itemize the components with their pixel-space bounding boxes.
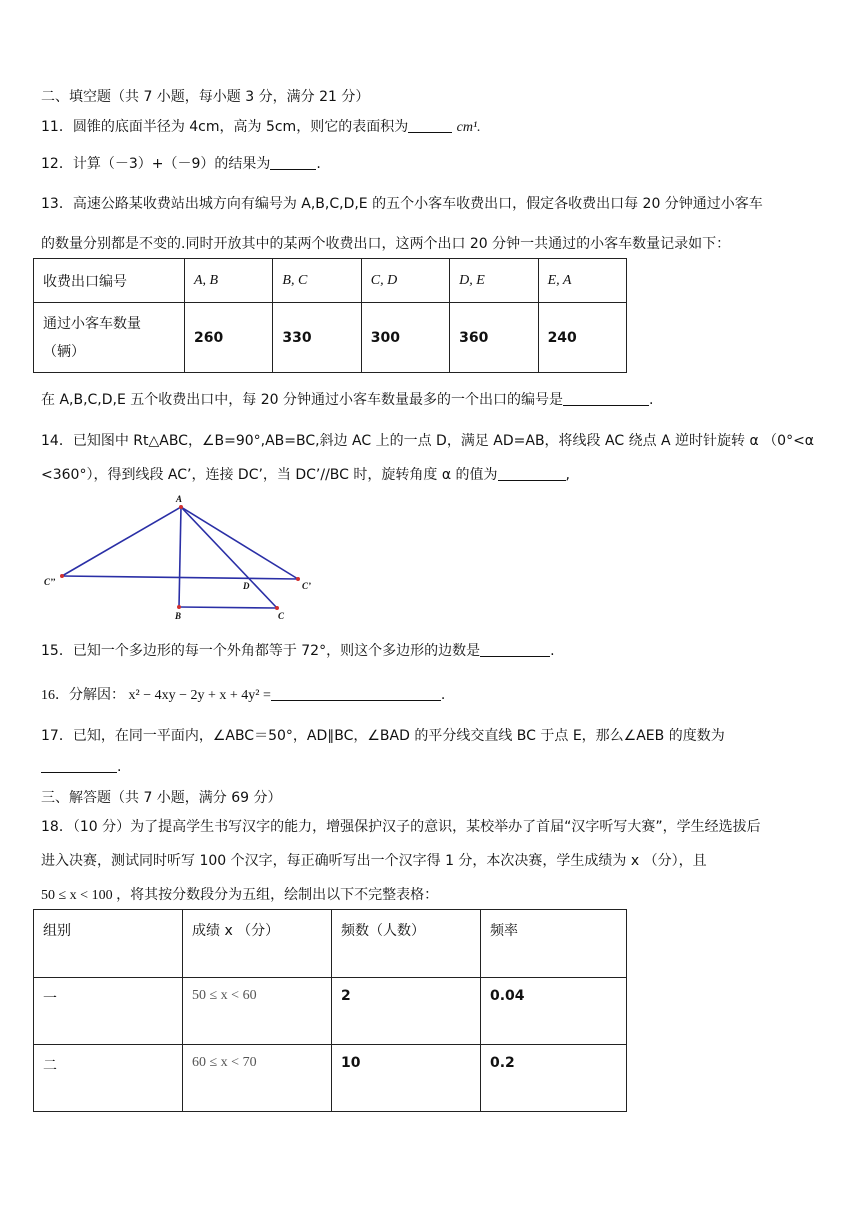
punct: .: [117, 759, 122, 775]
label-B: B: [175, 611, 182, 621]
table-cell: 240: [538, 303, 626, 373]
answer-blank: [408, 118, 452, 133]
table-cell: B, C: [273, 259, 361, 303]
table-cell: 收费出口编号: [34, 259, 185, 303]
question-text: 在 A,B,C,D,E 五个收费出口中，每 20 分钟通过小客车数量最多的一个出口的编号是: [41, 392, 563, 408]
question-15: [41, 640, 555, 660]
geometry-figure: [40, 495, 330, 625]
table-cell: 0.04: [481, 978, 627, 1045]
table-cell: 330: [273, 303, 361, 373]
table-header: 组别: [34, 910, 183, 978]
question-text: 11．圆锥的底面半径为 4cm，高为 5cm，则它的表面积为: [41, 119, 409, 135]
table-header: 频率: [481, 910, 627, 978]
question-13-after: [41, 389, 653, 409]
label-C1: C’: [302, 581, 311, 591]
label-D: D: [243, 581, 250, 591]
table-cell: 360: [450, 303, 538, 373]
table-cell: 二: [34, 1045, 183, 1112]
table-cell: 一: [34, 978, 183, 1045]
table-header: 频数（人数）: [332, 910, 481, 978]
label-C: C: [278, 611, 285, 621]
answer-blank: [563, 391, 649, 406]
question-17-line1: 17．已知，在同一平面内，∠ABC＝50°，AD∥BC，∠BAD 的平分线交直线 BC 于点 E，那么∠AEB 的度数为: [41, 728, 725, 744]
question-18-line3: 50 ≤ x < 100 ，将其按分数段分为五组，绘制出以下不完整表格：: [41, 888, 439, 903]
table-cell: 260: [185, 303, 273, 373]
table-cell: D, E: [450, 259, 538, 303]
answer-blank: [41, 758, 117, 773]
punct: .: [440, 687, 446, 703]
question-text: 12．计算（－3）+（－9）的结果为: [41, 156, 271, 172]
question-13-line1: 13．高速公路某收费站出城方向有编号为 A,B,C,D,E 的五个小客车收费出口，假定各收费出口每 20 分钟通过小客车: [41, 196, 763, 212]
toll-table: [33, 258, 627, 373]
question-text: 16．分解因： x² − 4xy − 2y + x + 4y² =: [41, 688, 271, 703]
question-16: [41, 684, 445, 704]
table-cell: 60 ≤ x < 70: [183, 1045, 332, 1112]
question-11: [41, 116, 481, 136]
table-cell: E, A: [538, 259, 626, 303]
punct: .: [550, 643, 555, 659]
table-cell: 50 ≤ x < 60: [183, 978, 332, 1045]
section-heading: 三、解答题（共 7 小题，满分 69 分）: [41, 790, 282, 806]
question-14-line1: 14．已知图中 Rt△ABC，∠B=90°,AB=BC,斜边 AC 上的一点 D，满足 AD=AB，将线段 AC 绕点 A 逆时针旋转 α （0°<α: [41, 433, 815, 449]
table-cell: 300: [361, 303, 449, 373]
table-cell: C, D: [361, 259, 449, 303]
table-cell: 通过小客车数量（辆）: [34, 303, 185, 373]
question-18-line2: 进入决赛，测试同时听写 100 个汉字，每正确听写出一个汉字得 1 分，本次决赛，学生成绩为 x （分），且: [41, 853, 707, 869]
punct: .: [316, 156, 321, 172]
table-row: [34, 1045, 627, 1112]
question-12: [41, 153, 321, 173]
table-cell: A, B: [185, 259, 273, 303]
question-text: <360°），得到线段 AC’，连接 DC’，当 DC’//BC 时，旋转角度 α 的值为: [41, 467, 498, 483]
question-text: 15．已知一个多边形的每一个外角都等于 72°，则这个多边形的边数是: [41, 643, 481, 659]
table-cell: 2: [332, 978, 481, 1045]
punct: ,: [565, 467, 570, 483]
question-18-line1: 18．（10 分）为了提高学生书写汉字的能力，增强保护汉子的意识，某校举办了首届“汉字听写大赛”，学生经选拔后: [41, 819, 761, 835]
score-table: [33, 909, 627, 1112]
question-17-line2: [41, 758, 121, 775]
section-heading: 二、填空题（共 7 小题，每小题 3 分，满分 21 分）: [41, 89, 370, 105]
punct: .: [649, 392, 654, 408]
unit: cm¹.: [456, 120, 481, 135]
answer-blank: [480, 642, 550, 657]
table-row: [34, 978, 627, 1045]
answer-blank: [271, 686, 441, 701]
question-13-line2: 的数量分别都是不变的.同时开放其中的某两个收费出口，这两个出口 20 分钟一共通过的小客车数量记录如下：: [41, 236, 731, 252]
table-cell: 10: [332, 1045, 481, 1112]
label-A: A: [176, 495, 183, 504]
question-14-line2: [41, 464, 570, 484]
table-header: 成绩 x （分）: [183, 910, 332, 978]
answer-blank: [498, 466, 566, 481]
table-cell: 0.2: [481, 1045, 627, 1112]
answer-blank: [270, 155, 316, 170]
label-C2: C’’: [44, 577, 56, 587]
